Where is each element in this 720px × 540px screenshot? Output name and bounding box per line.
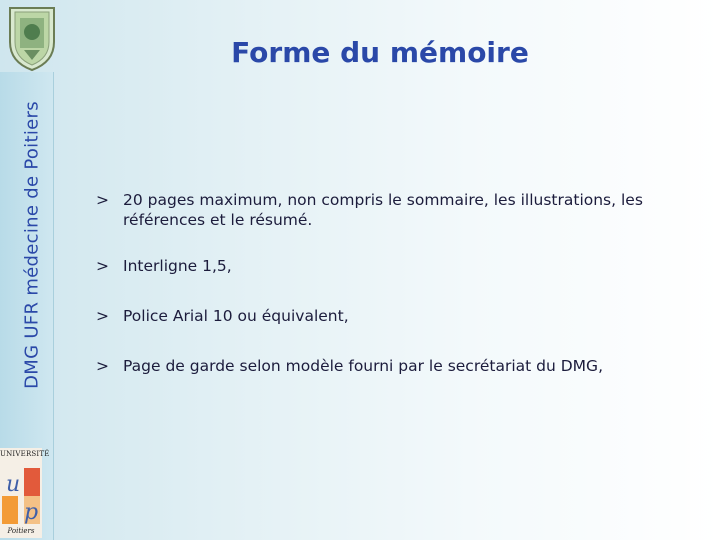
bullet-text: Interligne 1,5, xyxy=(123,257,232,275)
bullet-text: 20 pages maximum, non compris le sommaire, les illustrations, les références et le résumé. xyxy=(123,191,643,229)
university-logo-bottom-text: Poitiers xyxy=(7,527,35,535)
vertical-sidebar-label: DMG UFR médecine de Poitiers xyxy=(21,101,43,389)
bullet-text: Police Arial 10 ou équivalent, xyxy=(123,307,349,325)
bullet-item xyxy=(96,356,666,376)
bullet-marker: > xyxy=(96,307,109,325)
university-logo-top-text: UNIVERSITÉ xyxy=(0,450,50,458)
bullet-marker: > xyxy=(96,257,109,275)
university-logo-mark xyxy=(2,468,40,524)
bullet-list xyxy=(96,190,666,376)
university-letter-p: p xyxy=(24,500,39,524)
bullet-text: Page de garde selon modèle fourni par le secrétariat du DMG, xyxy=(123,357,603,375)
bullet-marker: > xyxy=(96,357,109,375)
university-letter-u: u xyxy=(6,472,21,497)
bullet-item xyxy=(96,256,666,276)
bullet-item xyxy=(96,306,666,326)
bullet-item xyxy=(96,190,666,230)
page-title: Forme du mémoire xyxy=(231,36,529,69)
university-logo xyxy=(0,448,50,538)
bullet-marker: > xyxy=(96,191,109,209)
